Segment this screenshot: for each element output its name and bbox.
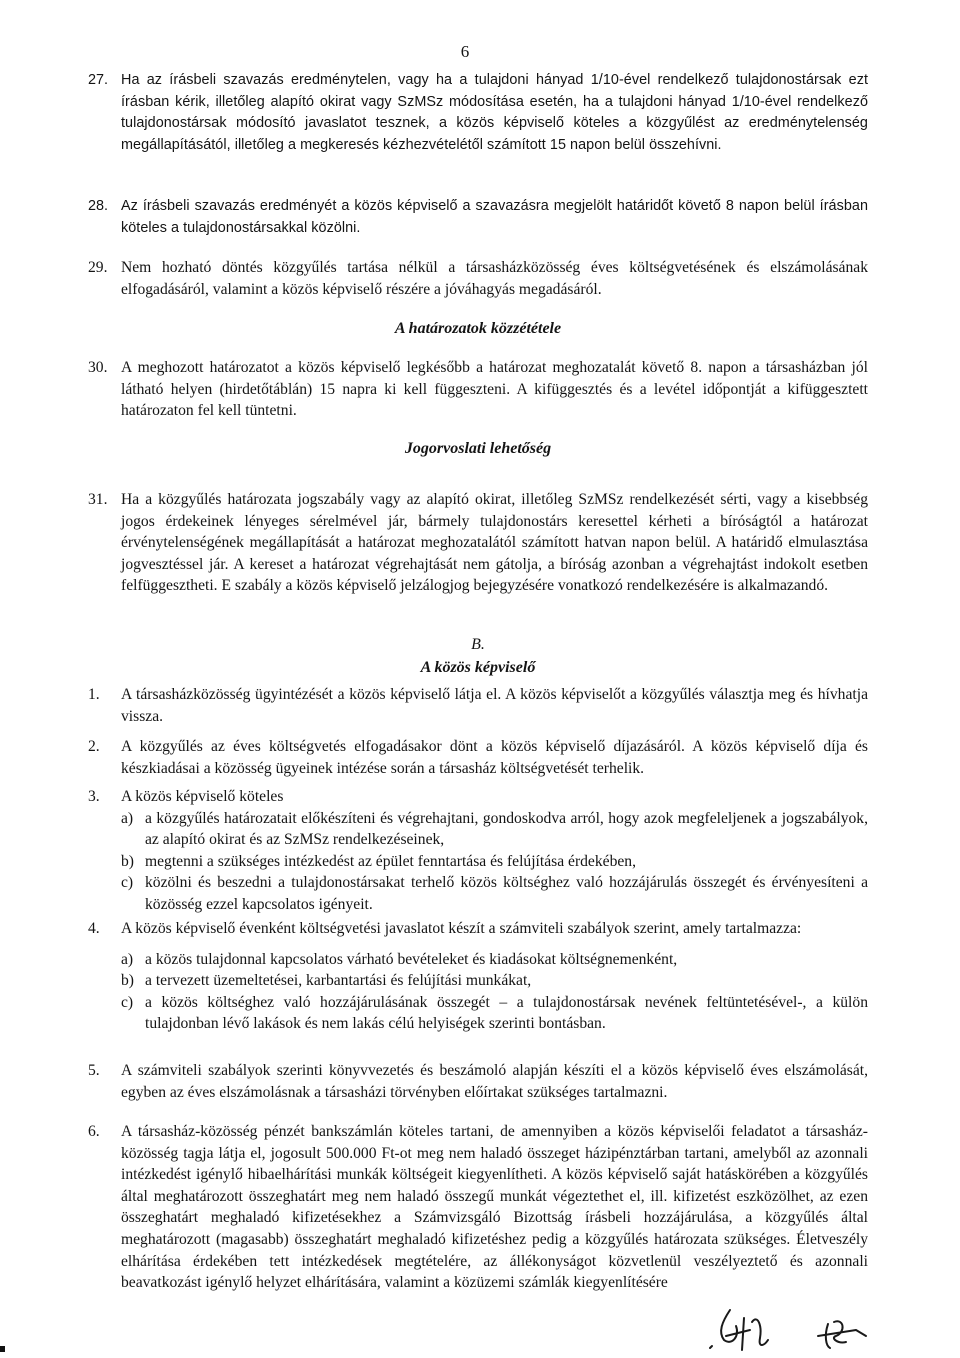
paragraph-27	[88, 70, 868, 156]
item-number: 3.	[88, 788, 100, 805]
sub-item-text: a közös költséghez való hozzájárulásának összegét – a tulajdonostársak nevének feltüntetésével-, a külön tulajdonban lévő lakások és nem lakás célú helyiségek szerinti bontásban.	[145, 993, 868, 1033]
section-item-2	[88, 736, 868, 779]
paragraph-text: Ha a közgyűlés határozata jogszabály vagy az alapító okirat, illetőleg SzMSz rendelkezését sérti, vagy a kisebbség jogos érdekeinek lényeges sérelmével jár, bármely tulajdonostárs keresettel kérheti a bíróságtól a határozat érvénytelenségének megállapítását a határozat meghozatalától számított hatvan napon belül. A határidő elmulasztása jogvesztéssel jár. A kereset a határozat végrehajtását nem gátolja, a bíróság azonban a végrehajtást indokolt esetben felfüggesztheti. E szabály a közös képviselő jelzálogjog bejegyzésére vonatkozó rendelkezésére is alkalmazandó.	[121, 491, 868, 595]
heading-publication: A határozatok közzététele	[394, 320, 562, 337]
item-number: 4.	[88, 920, 100, 937]
sub-item-letter: a)	[121, 950, 134, 968]
item-text: A számviteli szabályok szerinti könyvvezetés és beszámoló alapján készíti el a közös képviselő éves elszámolását, egyben az éves elszámolásnak a társasházi törvényben előírtakat szükséges tartalmazni.	[121, 1062, 868, 1101]
sub-item-c	[121, 992, 868, 1035]
paragraph-28	[88, 196, 868, 239]
sub-item-text: közölni és beszedni a tulajdonostársakat terhelő közös költséghez való hozzájárulás összegét és érvényesíteni a közösség ezzel kapcsolatos igényeit.	[145, 874, 868, 913]
item-text: A társasházközösség ügyintézését a közös képviselő látja el. A közös képviselőt a közgyűlés választja meg és hívhatja vissza.	[121, 686, 868, 725]
sub-item-a	[121, 949, 868, 971]
paragraph-text: A meghozott határozatot a közös képviselő legkésőbb a határozat meghozatalát követő 8. napon a társasházban jól látható helyen (hirdetőtáblán) 15 napra ki kell függeszteni. A kifüggesztés és a levétel időpontját a kifüggesztett határozaton fel kell tüntetni.	[121, 359, 868, 420]
paragraph-29	[88, 257, 868, 300]
sub-item-letter: c)	[121, 993, 134, 1011]
section-item-6	[88, 1121, 868, 1294]
handwritten-initials-signature	[700, 1296, 870, 1356]
sub-item-letter: a)	[121, 809, 134, 827]
section-item-4	[88, 918, 868, 1035]
sub-item-letter: b)	[121, 852, 134, 870]
item-intro: A közös képviselő évenként költségvetési javaslatot készít a számviteli szabályok szerint, amely tartalmazza:	[121, 920, 802, 937]
sub-item-text: megtenni a szükséges intézkedést az épület fenntartása és felújítása érdekében,	[145, 852, 636, 870]
sub-item-text: a tervezett üzemeltetései, karbantartási és felújítási munkákat,	[145, 972, 532, 990]
sub-item-c	[121, 872, 868, 915]
item-number: 2.	[88, 738, 100, 755]
heading-legal-remedy: Jogorvoslati lehetőség	[404, 440, 552, 457]
sub-item-letter: c)	[121, 874, 134, 892]
sub-item-b	[121, 851, 868, 873]
paragraph-30	[88, 357, 868, 422]
sub-item-letter: b)	[121, 972, 134, 990]
item-number: 6.	[88, 1123, 100, 1140]
paragraph-text: Ha az írásbeli szavazás eredménytelen, vagy ha a tulajdoni hányad 1/10-ével rendelkező tulajdonostársak ezt írásban kérik, illetőleg alapító okirat vagy SzMSz módosítása esetén, ha a tulajdoni hányad 1/10-ével rendelkező tulajdonostársak módosító javaslatot tesznek, a közös képviselő köteles a közgyűlést az eredménytelenség megállapításától, illetőleg a megkeresés kézhezvételétől számított 15 napon belül összehívni.	[121, 72, 868, 153]
paragraph-number: 28.	[88, 198, 109, 214]
item-text: A társasház-közösség pénzét bankszámlán köteles tartani, de amennyiben a közös képviselői feladatot a társasház-közösség tagja látja el, jogosult 500.000 Ft-ot meg nem haladó összeget házipénztárban tartani, amelyből az azonnali intézkedést igénylő hibaelhárítási munkák költségeit kiegyenlítheti. A közös képviselő saját hatáskörében a közgyűlés által meghatározott összeghatárt meg nem haladó összegű munkát végeztethet el, ill. kifizetést eszközölhet, az ezen összeghatárt meghaladó kifizetésekhez a Számvizsgáló Bizottság írásbeli hozzájárulása, a közgyűlés által meghatározott (magasabb) összeghatárt meghaladó kifizetéshez pedig a közgyűlés határozata szükséges. Életveszély elhárítása érdekében tett intézkedések megtételére, az állékonyságot közvetlenül veszélyeztető és azonnali beavatkozást igénylő helyzet elhárítására, valamint a közüzemi számlák kiegyenlítésére	[121, 1123, 868, 1292]
sub-item-b	[121, 970, 868, 992]
paragraph-text: Nem hozható döntés közgyűlés tartása nélkül a társasházközösség éves költségvetésének és elszámolásának elfogadásáról, valamint a közös képviselő részére a jóváhagyás megadásáról.	[121, 259, 868, 298]
sub-item-text: a közgyűlés határozatait előkészíteni és végrehajtani, gondoskodva arról, hogy azok megfeleljenek a jogszabályok, az alapító okirat és az SzMSz rendelkezéseinek,	[145, 809, 868, 849]
sub-item-text: a közös tulajdonnal kapcsolatos várható bevételeket és kiadásokat költségnemenként,	[145, 950, 678, 968]
heading-common-representative: A közös képviselő	[420, 659, 536, 676]
item-number: 1.	[88, 686, 100, 703]
scan-mark	[0, 1346, 5, 1352]
paragraph-number: 30.	[88, 359, 108, 376]
sub-item-a	[121, 808, 868, 851]
item-number: 5.	[88, 1062, 100, 1079]
paragraph-number: 29.	[88, 259, 108, 276]
page-number: 6	[460, 42, 470, 61]
paragraph-31	[88, 489, 868, 597]
section-letter: B.	[471, 636, 485, 653]
section-item-3	[88, 786, 868, 916]
section-item-1	[88, 684, 868, 727]
paragraph-number: 31.	[88, 491, 108, 508]
paragraph-number: 27.	[88, 72, 109, 88]
paragraph-text: Az írásbeli szavazás eredményét a közös képviselő a szavazásra megjelölt határidőt követő 8 napon belül írásban köteles a tulajdonostársakkal közölni.	[121, 198, 868, 236]
item-text: A közgyűlés az éves költségvetés elfogadásakor dönt a közös képviselő díjazásáról. A közös képviselő díja és készkiadásai a közösség ügyeinek intézése során a társasház költségvetését terhelik.	[121, 738, 868, 777]
item-intro: A közös képviselő köteles	[121, 788, 284, 805]
section-item-5	[88, 1060, 868, 1103]
